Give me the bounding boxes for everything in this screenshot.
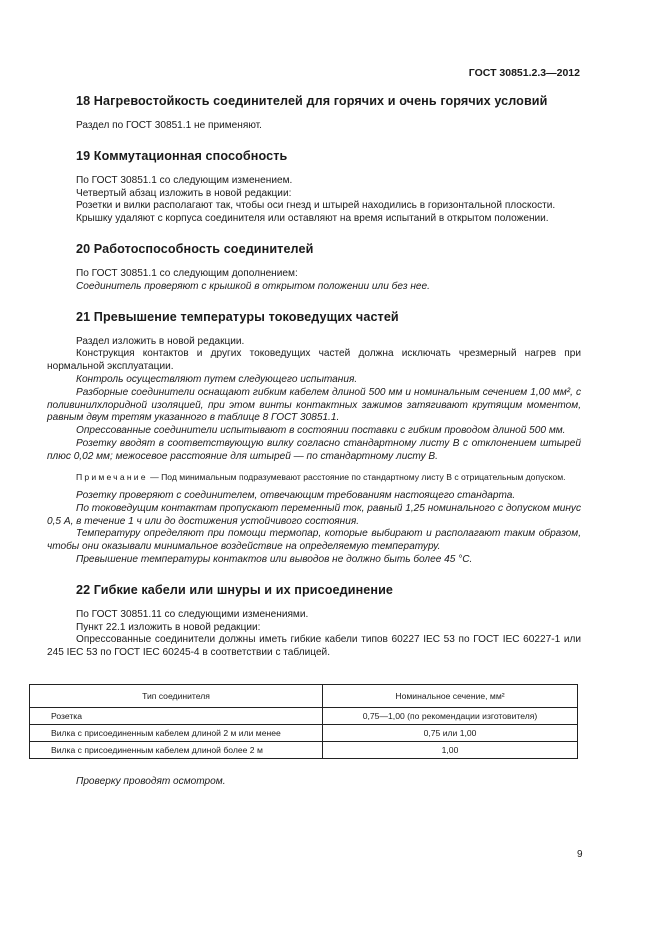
paragraph: Раздел по ГОСТ 30851.1 не применяют. [76, 120, 262, 131]
document-id: ГОСТ 30851.2.3—2012 [468, 67, 580, 79]
table-cell: Вилка с присоединенным кабелем длиной более 2 м [30, 742, 323, 759]
document-body [47, 93, 581, 789]
section-19 [47, 148, 581, 226]
paragraph: Проверку проводят осмотром. [76, 776, 226, 788]
section-22-title: 22 Гибкие кабели или шнуры и их присоединение [76, 582, 394, 597]
table-cell: Розетка [30, 708, 323, 725]
paragraph: Опрессованные соединители должны иметь гибкие кабели типов 60227 IEC 53 по ГОСТ IEC 60227-1 или 245 IEC 53 по ГОСТ IEC 60245-4 в соответствии с таблицей. [47, 634, 581, 659]
note-label: Примечание [76, 471, 148, 482]
paragraph: Конструкция контактов и других токоведущих частей должна исключать чрезмерный нагрев при нормальной эксплуатации. [47, 348, 581, 373]
paragraph: Разборные соединители оснащают гибким кабелем длиной 500 мм и номинальным сечением 1,00 мм², с поливинилхлоридной изоляцией, при этом винты контактных зажимов затягивают крутящим моментом, равным двум третям указанного в таблице 8 ГОСТ 30851.1. [47, 386, 581, 424]
paragraph: По ГОСТ 30851.1 со следующим изменением. [76, 174, 293, 186]
section-18-title: 18 Нагревостойкость соединителей для горячих и очень горячих условий [76, 94, 548, 108]
paragraph: Крышку удаляют с корпуса соединителя или оставляют на время испытаний в открытом положении. [76, 213, 549, 225]
section-21 [47, 309, 581, 567]
section-20-title: 20 Работоспособность соединителей [76, 241, 314, 256]
section-20 [47, 241, 581, 294]
table-header-type: Тип соединителя [30, 685, 323, 708]
paragraph: Раздел изложить в новой редакции. [76, 335, 245, 347]
paragraph: Опрессованные соединители испытывают в состоянии поставки с гибким проводом длиной 500 мм. [76, 425, 566, 437]
table-header-section: Номинальное сечение, мм² [323, 685, 578, 708]
table-row [30, 742, 578, 759]
paragraph: Превышение температуры контактов или выводов не должно быть более 45 °С. [76, 554, 473, 566]
note-text: — Под минимальным подразумевают расстояние по стандартному листу В с отрицательным допуском. [147, 471, 566, 482]
paragraph: Розетки и вилки располагают так, чтобы оси гнезд и штырей находились в горизонтальной плоскости. [76, 200, 556, 212]
table-row [30, 708, 578, 725]
paragraph: Контроль осуществляют путем следующего испытания. [76, 373, 358, 385]
table-row [30, 725, 578, 742]
paragraph: По ГОСТ 30851.11 со следующими изменениями. [76, 608, 309, 620]
paragraph: Пункт 22.1 изложить в новой редакции: [76, 621, 261, 633]
section-22 [47, 582, 581, 789]
table-cell: 1,00 [323, 742, 578, 759]
paragraph: Розетку проверяют с соединителем, отвечающим требованиям настоящего стандарта. [76, 490, 516, 502]
paragraph: По токоведущим контактам пропускают переменный ток, равный 1,25 номинального с допуском минус 0,5 А, в течение 1 ч или до достижения устойчивого состояния. [47, 502, 581, 527]
paragraph: Четвертый абзац изложить в новой редакции: [76, 187, 292, 199]
section-21-title: 21 Превышение температуры токоведущих частей [76, 309, 399, 324]
table-header-row [30, 685, 578, 708]
paragraph: По ГОСТ 30851.1 со следующим дополнением: [76, 267, 298, 279]
table-cell: 0,75 или 1,00 [323, 725, 578, 742]
paragraph: Розетку вводят в соответствующую вилку согласно стандартному листу В с отклонением штырей плюс 0,02 мм; межосевое расстояние для штырей — по стандартному листу В. [47, 437, 581, 462]
page-number: 9 [577, 849, 583, 860]
section-18 [47, 93, 581, 133]
section-19-title: 19 Коммутационная способность [76, 148, 288, 163]
paragraph: Соединитель проверяют с крышкой в открытом положении или без нее. [76, 280, 430, 292]
note [47, 471, 581, 484]
paragraph: Температуру определяют при помощи термопар, которые выбирают и располагают таким образом, чтобы они оказывали минимальное воздействие на определяемую температуру. [47, 528, 581, 553]
table-cell: 0,75—1,00 (по рекомендации изготовителя) [323, 708, 578, 725]
cable-table [29, 684, 578, 759]
table-cell: Вилка с присоединенным кабелем длиной 2 м или менее [30, 725, 323, 742]
